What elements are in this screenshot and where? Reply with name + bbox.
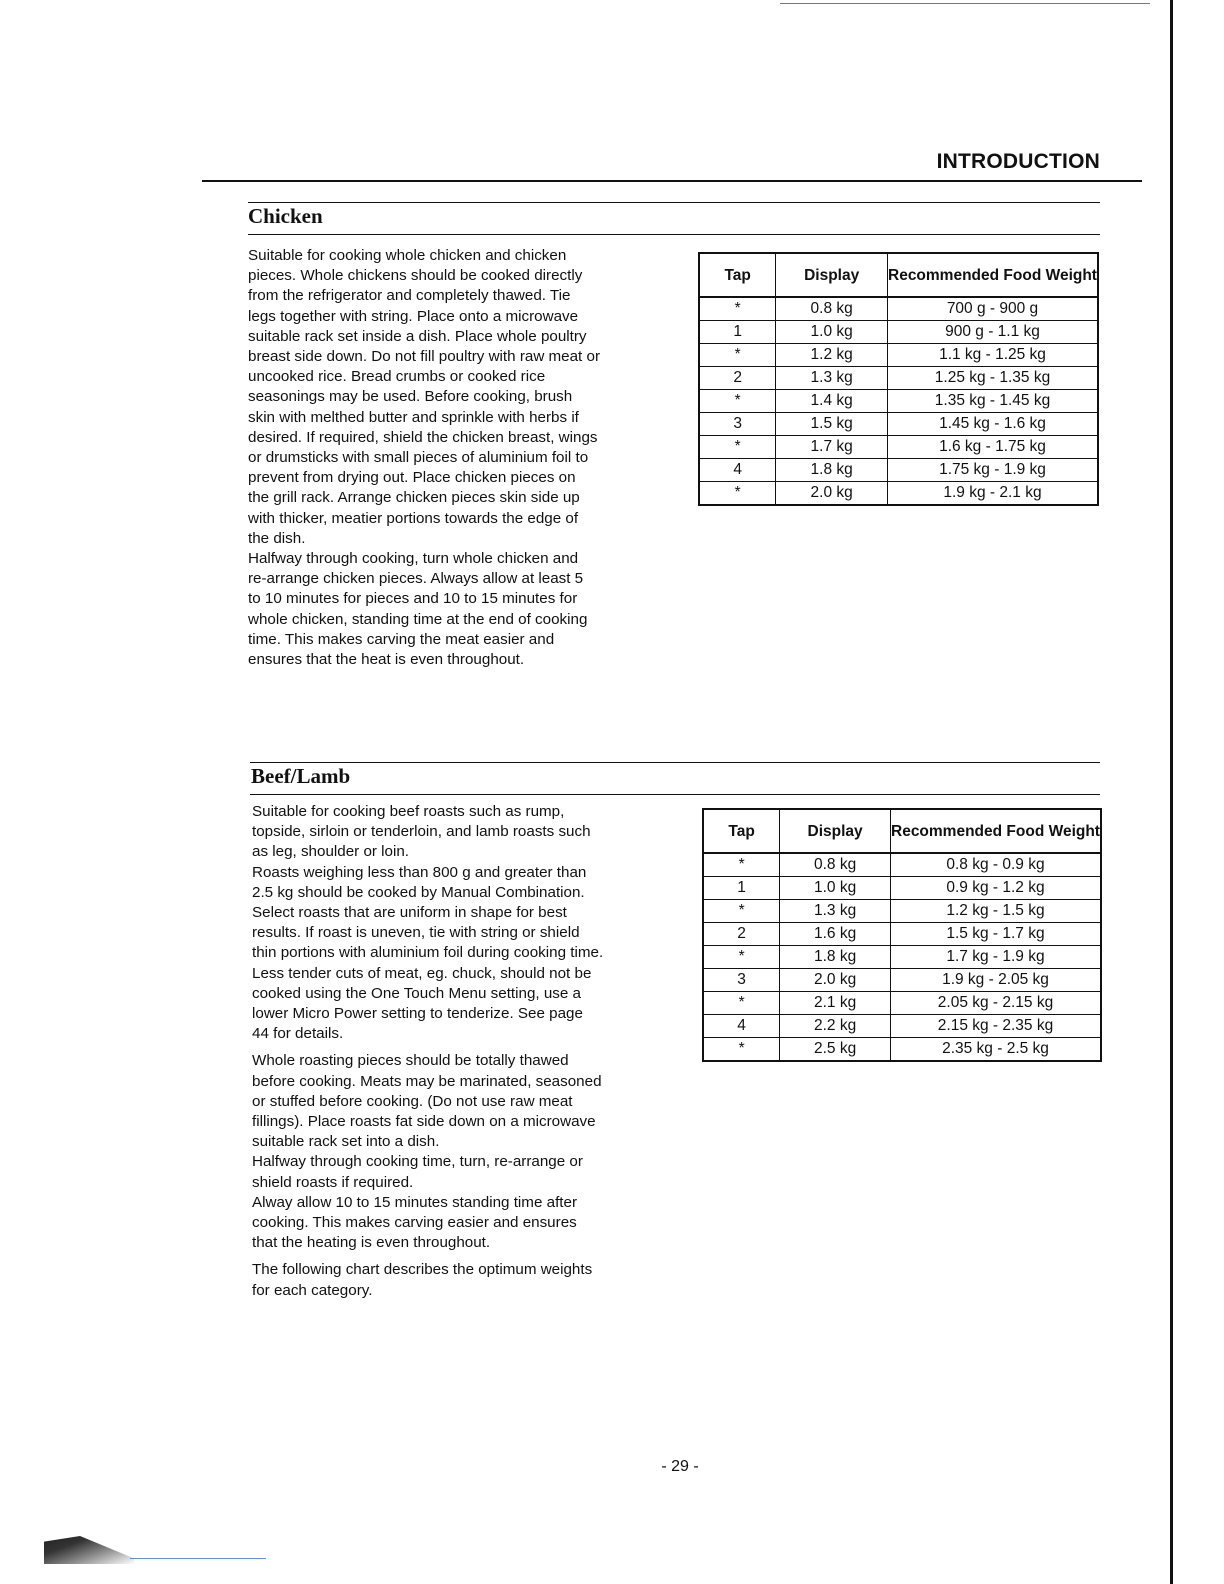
table-row xyxy=(699,482,1098,506)
cell-recommended-weight: 0.8 kg - 0.9 kg xyxy=(891,853,1102,877)
cell-tap: * xyxy=(699,344,776,367)
cell-recommended-weight: 1.9 kg - 2.05 kg xyxy=(891,969,1102,992)
cell-display: 1.3 kg xyxy=(776,367,888,390)
cell-display: 1.8 kg xyxy=(776,459,888,482)
top-edge-line xyxy=(780,3,1150,4)
cell-recommended-weight: 2.35 kg - 2.5 kg xyxy=(891,1038,1102,1062)
cell-recommended-weight: 1.6 kg - 1.75 kg xyxy=(888,436,1099,459)
text-line: re-arrange chicken pieces. Always allow at least 5 xyxy=(248,570,584,588)
cell-recommended-weight: 1.9 kg - 2.1 kg xyxy=(888,482,1099,506)
paragraph xyxy=(252,802,672,1044)
cell-tap: 3 xyxy=(699,413,776,436)
text-line: Halfway through cooking, turn whole chicken and xyxy=(248,550,579,568)
text-line: seasonings may be used. Before cooking, brush xyxy=(248,388,573,406)
cell-tap: * xyxy=(699,482,776,506)
text-line: breast side down. Do not fill poultry with raw meat or xyxy=(248,348,600,366)
cell-display: 1.6 kg xyxy=(780,923,891,946)
beef-lamb-weight-table xyxy=(702,808,1102,1062)
cell-tap: * xyxy=(703,853,780,877)
chicken-title-rule xyxy=(248,234,1100,235)
page-number: - 29 - xyxy=(661,1458,699,1475)
cell-tap: * xyxy=(699,297,776,321)
paragraph xyxy=(252,1260,672,1300)
text-line: before cooking. Meats may be marinated, seasoned xyxy=(252,1072,602,1090)
chicken-description xyxy=(248,246,668,670)
cell-display: 1.5 kg xyxy=(776,413,888,436)
table-row xyxy=(703,992,1101,1015)
table-row xyxy=(703,923,1101,946)
chicken-section-title: Chicken xyxy=(248,204,323,228)
table-row xyxy=(699,297,1098,321)
cell-tap: * xyxy=(703,900,780,923)
table-row xyxy=(703,853,1101,877)
cell-tap: * xyxy=(699,436,776,459)
cell-recommended-weight: 1.1 kg - 1.25 kg xyxy=(888,344,1099,367)
text-line: the grill rack. Arrange chicken pieces skin side up xyxy=(248,489,580,507)
text-line: Select roasts that are uniform in shape for best xyxy=(252,904,567,922)
text-line: cooking. This makes carving easier and ensures xyxy=(252,1214,577,1232)
cell-tap: 4 xyxy=(699,459,776,482)
text-line: ensures that the heat is even throughout. xyxy=(248,651,525,669)
cell-display: 1.3 kg xyxy=(780,900,891,923)
table-row xyxy=(703,1038,1101,1062)
text-line: cooked using the One Touch Menu setting, use a xyxy=(252,984,581,1002)
cell-recommended-weight: 900 g - 1.1 kg xyxy=(888,321,1099,344)
header-recommended-weight: Recommended Food Weight xyxy=(891,809,1102,853)
table-header-row xyxy=(699,253,1098,297)
text-line: to 10 minutes for pieces and 10 to 15 minutes for xyxy=(248,590,578,608)
text-line: thin portions with aluminium foil during cooking time. xyxy=(252,944,604,962)
text-line: shield roasts if required. xyxy=(252,1173,414,1191)
table-row xyxy=(703,1015,1101,1038)
text-line: from the refrigerator and completely thawed. Tie xyxy=(248,287,571,305)
cell-display: 2.0 kg xyxy=(776,482,888,506)
page-header-title: INTRODUCTION xyxy=(936,150,1100,173)
scan-artifact-line xyxy=(130,1558,266,1559)
header-recommended-weight: Recommended Food Weight xyxy=(888,253,1099,297)
table-row xyxy=(703,900,1101,923)
header-tap: Tap xyxy=(699,253,776,297)
text-line: time. This makes carving the meat easier and xyxy=(248,630,555,648)
cell-tap: 3 xyxy=(703,969,780,992)
chicken-weight-table xyxy=(698,252,1099,506)
cell-display: 1.4 kg xyxy=(776,390,888,413)
text-line: suitable rack set inside a dish. Place whole poultry xyxy=(248,327,587,345)
beef-top-rule xyxy=(250,762,1100,763)
cell-tap: 2 xyxy=(703,923,780,946)
cell-recommended-weight: 2.15 kg - 2.35 kg xyxy=(891,1015,1102,1038)
text-line: as leg, shoulder or loin. xyxy=(252,843,410,861)
text-line: The following chart describes the optimum weights xyxy=(252,1261,593,1279)
text-line: or drumsticks with small pieces of aluminium foil to xyxy=(248,449,589,467)
cell-recommended-weight: 1.5 kg - 1.7 kg xyxy=(891,923,1102,946)
text-line: prevent from drying out. Place chicken pieces on xyxy=(248,469,576,487)
table-row xyxy=(699,367,1098,390)
cell-display: 1.8 kg xyxy=(780,946,891,969)
text-line: uncooked rice. Bread crumbs or cooked rice xyxy=(248,368,546,386)
text-line: the dish. xyxy=(248,529,306,547)
cell-recommended-weight: 1.2 kg - 1.5 kg xyxy=(891,900,1102,923)
cell-tap: * xyxy=(699,390,776,413)
header-display: Display xyxy=(776,253,888,297)
text-line: fillings). Place roasts fat side down on a microwave xyxy=(252,1113,596,1131)
text-line: topside, sirloin or tenderloin, and lamb roasts such xyxy=(252,823,591,841)
header-tap: Tap xyxy=(703,809,780,853)
table-row xyxy=(699,390,1098,413)
cell-tap: * xyxy=(703,1038,780,1062)
cell-display: 1.2 kg xyxy=(776,344,888,367)
text-line: suitable rack set into a dish. xyxy=(252,1133,440,1151)
cell-display: 0.8 kg xyxy=(776,297,888,321)
text-line: Less tender cuts of meat, eg. chuck, should not be xyxy=(252,964,592,982)
cell-display: 1.0 kg xyxy=(776,321,888,344)
cell-recommended-weight: 1.7 kg - 1.9 kg xyxy=(891,946,1102,969)
cell-tap: 1 xyxy=(699,321,776,344)
cell-tap: * xyxy=(703,946,780,969)
header-display: Display xyxy=(780,809,891,853)
cell-recommended-weight: 1.25 kg - 1.35 kg xyxy=(888,367,1099,390)
table-row xyxy=(699,321,1098,344)
text-line: Suitable for cooking whole chicken and chicken xyxy=(248,247,567,264)
right-edge-line xyxy=(1170,0,1173,1584)
table-header-row xyxy=(703,809,1101,853)
text-line: legs together with string. Place onto a microwave xyxy=(248,307,579,325)
cell-display: 2.5 kg xyxy=(780,1038,891,1062)
text-line: Halfway through cooking time, turn, re-arrange or xyxy=(252,1153,583,1171)
table-row xyxy=(699,436,1098,459)
cell-tap: 2 xyxy=(699,367,776,390)
table-row xyxy=(699,413,1098,436)
cell-display: 2.1 kg xyxy=(780,992,891,1015)
beef-lamb-section-title: Beef/Lamb xyxy=(251,764,351,788)
cell-recommended-weight: 1.35 kg - 1.45 kg xyxy=(888,390,1099,413)
cell-display: 1.0 kg xyxy=(780,877,891,900)
cell-tap: 4 xyxy=(703,1015,780,1038)
text-line: desired. If required, shield the chicken breast, wings xyxy=(248,428,598,446)
table-row xyxy=(699,344,1098,367)
text-line: Suitable for cooking beef roasts such as rump, xyxy=(252,803,565,820)
text-line: Roasts weighing less than 800 g and greater than xyxy=(252,863,587,881)
header-rule xyxy=(202,180,1142,182)
cell-display: 2.2 kg xyxy=(780,1015,891,1038)
cell-recommended-weight: 700 g - 900 g xyxy=(888,297,1099,321)
cell-display: 1.7 kg xyxy=(776,436,888,459)
text-line: lower Micro Power setting to tenderize. See page xyxy=(252,1005,583,1023)
cell-recommended-weight: 1.75 kg - 1.9 kg xyxy=(888,459,1099,482)
table-row xyxy=(699,459,1098,482)
text-line: with thicker, meatier portions towards the edge of xyxy=(248,509,579,527)
cell-display: 2.0 kg xyxy=(780,969,891,992)
text-line: Alway allow 10 to 15 minutes standing time after xyxy=(252,1193,578,1211)
cell-tap: * xyxy=(703,992,780,1015)
cell-recommended-weight: 0.9 kg - 1.2 kg xyxy=(891,877,1102,900)
text-line: that the heating is even throughout. xyxy=(252,1234,491,1252)
text-line: skin with melthed butter and sprinkle with herbs if xyxy=(248,408,579,426)
table-row xyxy=(703,877,1101,900)
text-line: for each category. xyxy=(252,1281,373,1299)
table-row xyxy=(703,946,1101,969)
text-line: pieces. Whole chickens should be cooked directly xyxy=(248,267,583,285)
chicken-top-rule xyxy=(248,202,1100,203)
scan-artifact xyxy=(44,1536,134,1564)
text-line: Whole roasting pieces should be totally thawed xyxy=(252,1052,569,1070)
text-line: whole chicken, standing time at the end of cooking xyxy=(248,610,588,628)
cell-recommended-weight: 2.05 kg - 2.15 kg xyxy=(891,992,1102,1015)
beef-lamb-description xyxy=(252,802,672,1301)
text-line: or stuffed before cooking. (Do not use raw meat xyxy=(252,1092,573,1110)
table-row xyxy=(703,969,1101,992)
text-line: 44 for details. xyxy=(252,1025,344,1043)
beef-title-rule xyxy=(250,794,1100,795)
paragraph xyxy=(252,1051,672,1253)
text-line: 2.5 kg should be cooked by Manual Combination. xyxy=(252,883,585,901)
cell-recommended-weight: 1.45 kg - 1.6 kg xyxy=(888,413,1099,436)
text-line: results. If roast is uneven, tie with string or shield xyxy=(252,924,580,942)
cell-tap: 1 xyxy=(703,877,780,900)
cell-display: 0.8 kg xyxy=(780,853,891,877)
